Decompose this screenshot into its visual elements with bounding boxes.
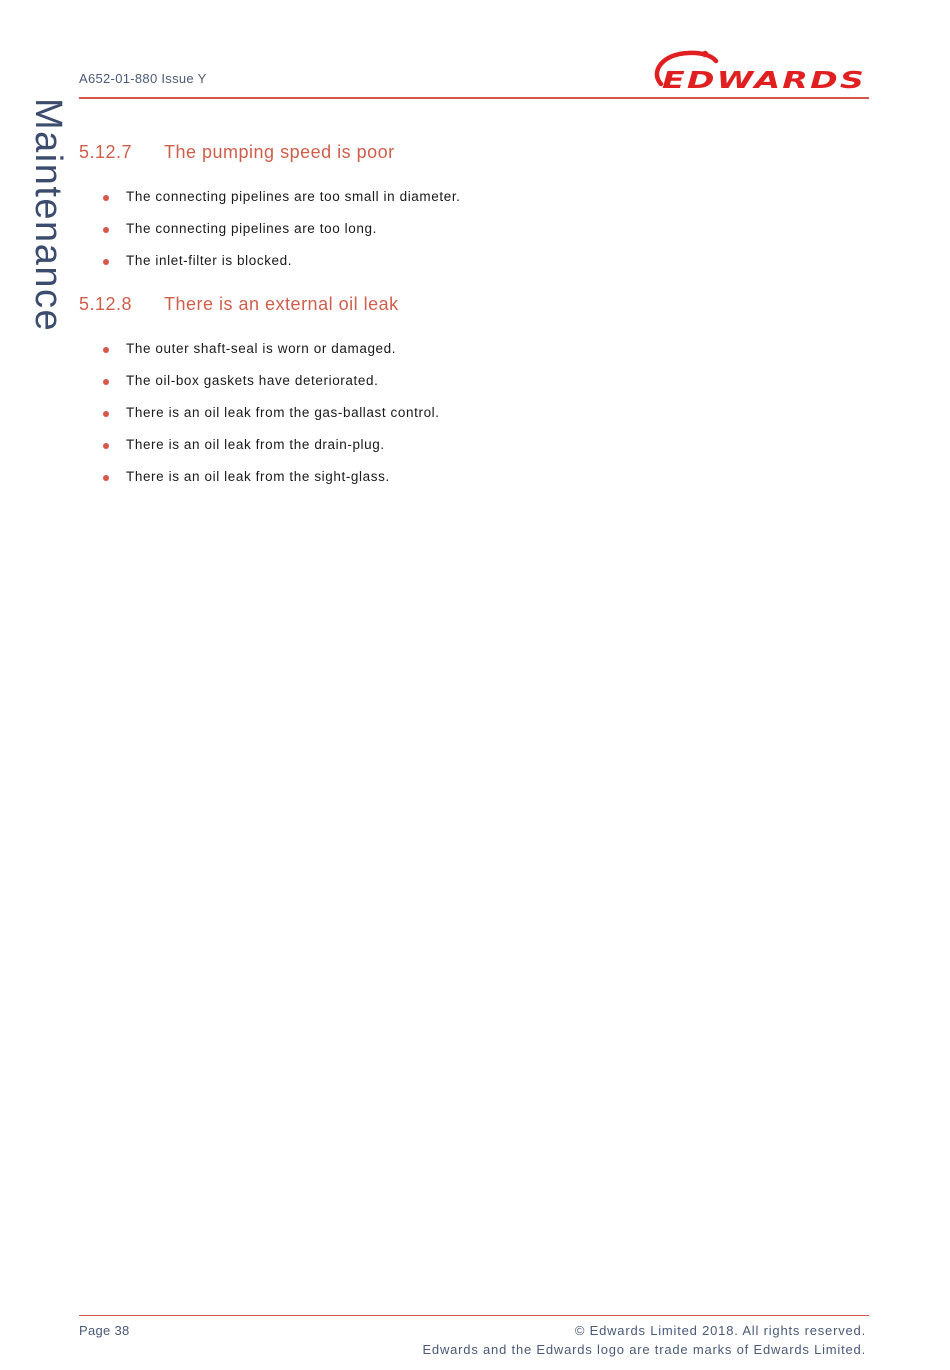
copyright-notice: © Edwards Limited 2018. All rights reserved.: [574, 1323, 866, 1338]
list-item-text: The oil-box gaskets have deteriorated.: [126, 373, 379, 388]
bullet-icon: [103, 195, 109, 201]
list-item: [103, 189, 461, 221]
svg-text:EDWARDS: EDWARDS: [662, 68, 866, 92]
list-item-text: The connecting pipelines are too small in diameter.: [126, 189, 461, 204]
bullet-icon: [103, 411, 109, 417]
bullet-icon: [103, 475, 109, 481]
section-title: The pumping speed is poor: [164, 142, 395, 162]
list-item: [103, 405, 440, 437]
list-item: [103, 437, 440, 469]
list-item-text: The inlet-filter is blocked.: [126, 253, 293, 268]
section-title: There is an external oil leak: [164, 294, 399, 314]
bullet-icon: [103, 259, 109, 265]
list-item-text: There is an oil leak from the sight-glass.: [126, 469, 390, 484]
bullet-list-5-12-8: [103, 341, 440, 501]
list-item-text: The outer shaft-seal is worn or damaged.: [126, 341, 397, 356]
section-number: 5.12.7: [79, 142, 133, 162]
list-item: [103, 341, 440, 373]
bullet-icon: [103, 443, 109, 449]
bullet-icon: [103, 227, 109, 233]
page-number: Page 38: [79, 1323, 130, 1338]
list-item-text: There is an oil leak from the drain-plug.: [126, 437, 385, 452]
header-divider: [79, 97, 869, 99]
list-item: [103, 221, 461, 253]
footer-divider: [79, 1315, 869, 1316]
edwards-logo: [648, 48, 870, 92]
document-reference: A652-01-880 Issue Y: [79, 71, 207, 86]
section-heading-5-12-7: [79, 142, 395, 163]
list-item: [103, 253, 461, 285]
side-tab-label: Maintenance: [27, 98, 69, 333]
trademark-notice: Edwards and the Edwards logo are trade marks of Edwards Limited.: [422, 1342, 866, 1357]
list-item: [103, 469, 440, 501]
bullet-icon: [103, 379, 109, 385]
side-tab: [27, 98, 69, 333]
list-item-text: There is an oil leak from the gas-ballast control.: [126, 405, 440, 420]
list-item-text: The connecting pipelines are too long.: [126, 221, 377, 236]
section-heading-5-12-8: [79, 294, 399, 315]
bullet-list-5-12-7: [103, 189, 461, 285]
list-item: [103, 373, 440, 405]
bullet-icon: [103, 347, 109, 353]
section-number: 5.12.8: [79, 294, 133, 314]
